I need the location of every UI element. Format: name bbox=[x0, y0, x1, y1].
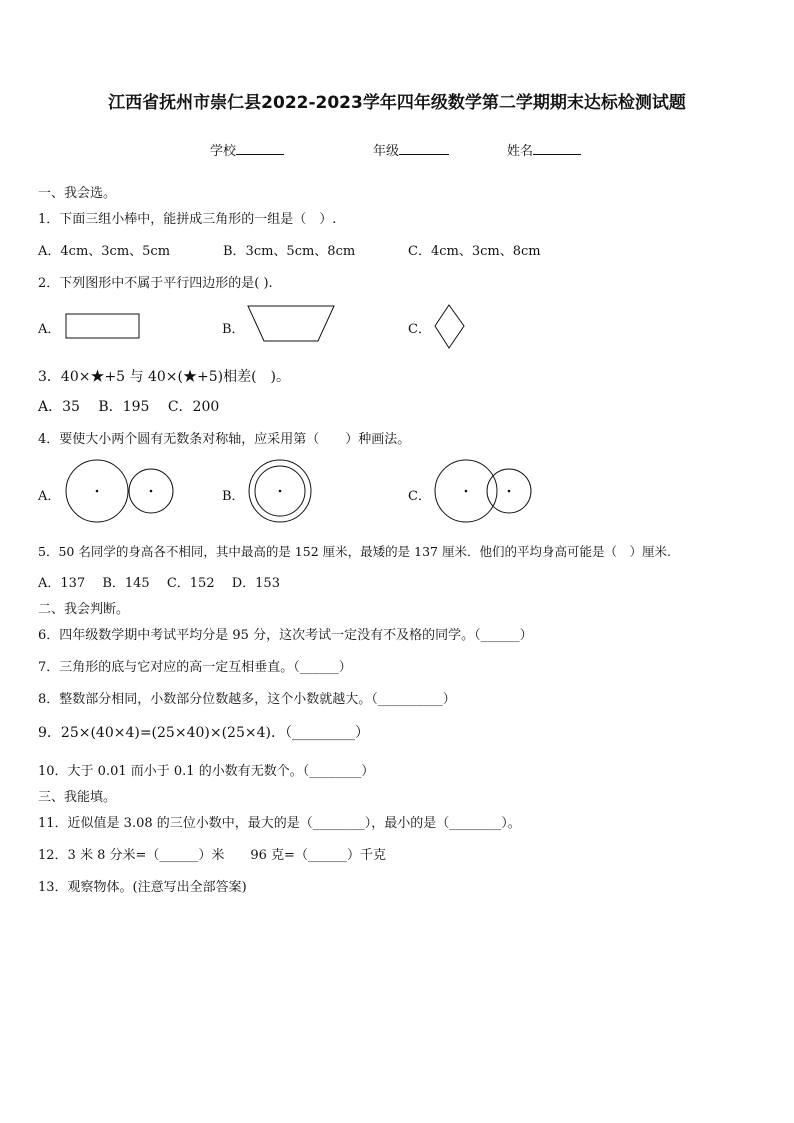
question-2-option-b: B． bbox=[222, 322, 245, 337]
name-blank[interactable] bbox=[533, 142, 581, 155]
grade-field bbox=[373, 140, 449, 159]
rectangle-figure bbox=[64, 312, 142, 340]
circles-figure-b bbox=[246, 458, 314, 524]
question-2-stem: 2．下列图形中不属于平行四边形的是( ). bbox=[38, 276, 273, 291]
page-title: 江西省抚州市崇仁县2022-2023学年四年级数学第二学期期末达标检测试题 bbox=[108, 93, 686, 113]
question-11: 11．近似值是 3.08 的三位小数中，最大的是（________），最小的是（________）。 bbox=[38, 816, 521, 831]
circles-figure-a bbox=[64, 458, 180, 524]
question-6: 6．四年级数学期中考试平均分是 95 分，这次考试一定没有不及格的同学。（______） bbox=[38, 628, 533, 643]
grade-label: 年级 bbox=[373, 144, 400, 159]
question-3-options: A．35 B．195 C．200 bbox=[38, 399, 220, 415]
question-8: 8．整数部分相同，小数部分位数越多，这个小数就越大。（__________） bbox=[38, 692, 456, 707]
section-heading-2: 二、我会判断。 bbox=[38, 602, 130, 617]
school-blank[interactable] bbox=[236, 142, 284, 155]
name-field bbox=[507, 140, 581, 159]
question-12: 12．3 米 8 分米=（______）米 96 克=（______）千克 bbox=[38, 848, 386, 863]
school-field bbox=[210, 140, 284, 159]
question-7: 7．三角形的底与它对应的高一定互相垂直。（______） bbox=[38, 660, 352, 675]
circles-figure-c bbox=[433, 458, 535, 524]
question-4-option-a: A． bbox=[38, 489, 61, 504]
question-1-option-b: B．3cm、5cm、8cm bbox=[223, 244, 356, 259]
question-2-option-c: C． bbox=[408, 322, 431, 337]
school-label: 学校 bbox=[210, 144, 237, 159]
question-4-option-b: B． bbox=[222, 489, 245, 504]
section-heading-3: 三、我能填。 bbox=[38, 790, 117, 805]
question-1-stem: 1．下面三组小棒中，能拼成三角形的一组是（ ）. bbox=[38, 212, 337, 227]
question-3-stem: 3．40×★+5 与 40×(★+5)相差( )。 bbox=[38, 369, 291, 385]
question-5-stem: 5．50 名同学的身高各不相同，其中最高的是 152 厘米，最矮的是 137 厘米．他们的平均身高可能是（ ）厘米. bbox=[38, 544, 671, 559]
question-9: 9．25×(40×4)=(25×40)×(25×4)．（_________） bbox=[38, 725, 369, 741]
rhombus-figure bbox=[433, 303, 467, 351]
question-1-option-c: C．4cm、3cm、8cm bbox=[408, 244, 541, 259]
question-1-option-a: A．4cm、3cm、5cm bbox=[38, 244, 171, 259]
grade-blank[interactable] bbox=[399, 142, 449, 155]
question-4-stem: 4．要使大小两个圆有无数条对称轴，应采用第（ ）种画法。 bbox=[38, 432, 411, 447]
question-2-option-a: A． bbox=[38, 322, 61, 337]
name-label: 姓名 bbox=[507, 144, 534, 159]
trapezoid-figure bbox=[246, 304, 338, 344]
question-10: 10．大于 0.01 而小于 0.1 的小数有无数个。（________） bbox=[38, 764, 375, 779]
question-13: 13．观察物体。(注意写出全部答案) bbox=[38, 880, 247, 895]
question-4-option-c: C． bbox=[408, 489, 431, 504]
section-heading-1: 一、我会选。 bbox=[38, 186, 117, 201]
question-5-options: A．137 B．145 C．152 D．153 bbox=[38, 576, 280, 591]
